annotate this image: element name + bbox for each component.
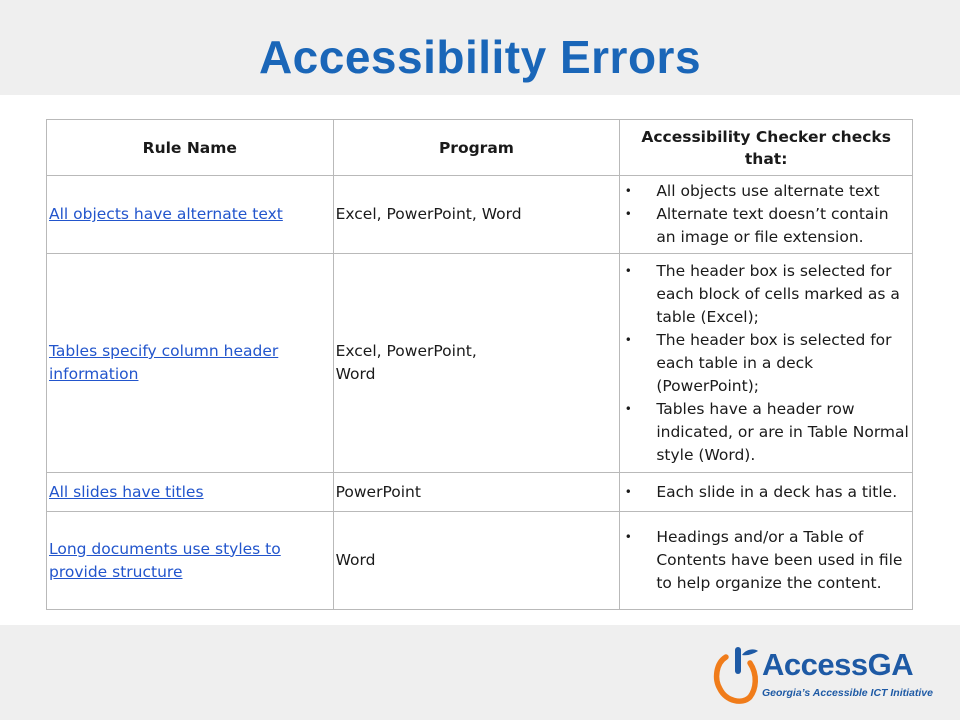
rule-name-cell xyxy=(47,512,334,610)
check-text: Alternate text doesn’t contain an image or file extension. xyxy=(656,205,889,246)
bullet-icon: • xyxy=(624,207,632,221)
check-item xyxy=(620,260,912,329)
rule-link-alt-text[interactable]: All objects have alternate text xyxy=(49,205,283,223)
table-row xyxy=(47,176,913,254)
program-cell: Excel, PowerPoint, Word xyxy=(333,176,620,254)
bullet-icon: • xyxy=(624,530,632,544)
bullet-icon: • xyxy=(624,484,632,499)
rule-name-cell xyxy=(47,176,334,254)
checks-list xyxy=(620,176,912,253)
column-header-program: Program xyxy=(333,120,620,176)
bullet-icon: • xyxy=(624,263,632,278)
check-item xyxy=(620,329,912,398)
program-cell: PowerPoint xyxy=(333,473,620,512)
power-peach-icon xyxy=(717,647,758,701)
rule-link-table-headers[interactable]: Tables specify column header information xyxy=(49,342,279,383)
checks-cell xyxy=(620,254,913,473)
checks-cell xyxy=(620,512,913,610)
program-cell: Word xyxy=(333,512,620,610)
check-text: Each slide in a deck has a title. xyxy=(656,482,898,501)
checks-cell xyxy=(620,176,913,254)
rule-name-cell xyxy=(47,254,334,473)
check-text: Tables have a header row indicated, or are in Table Normal style (Word). xyxy=(656,399,909,464)
bullet-icon: • xyxy=(624,184,632,198)
program-cell xyxy=(333,254,620,473)
check-item xyxy=(620,203,912,249)
rule-name-cell xyxy=(47,473,334,512)
table-row xyxy=(47,512,913,610)
checks-cell xyxy=(620,473,913,512)
check-item xyxy=(620,398,912,467)
rule-link-slide-titles[interactable]: All slides have titles xyxy=(49,482,204,501)
check-text: The header box is selected for each block of cells marked as a table (Excel); xyxy=(656,261,900,326)
accessibility-rules-table xyxy=(46,119,913,610)
table-row xyxy=(47,254,913,473)
check-text: Headings and/or a Table of Contents have been used in file to help organize the content. xyxy=(656,528,903,592)
column-header-rule-name: Rule Name xyxy=(47,120,334,176)
program-text: Excel, PowerPoint, Word xyxy=(335,342,477,383)
table-row xyxy=(47,473,913,512)
check-item xyxy=(620,180,912,203)
checks-list xyxy=(620,477,912,508)
check-item xyxy=(620,481,912,504)
checks-list xyxy=(620,522,912,599)
rule-link-styles-structure[interactable]: Long documents use styles to provide structure xyxy=(49,539,281,581)
bullet-icon: • xyxy=(624,401,632,416)
bullet-icon: • xyxy=(624,332,632,347)
check-text: All objects use alternate text xyxy=(656,182,880,200)
check-text: The header box is selected for each table in a deck (PowerPoint); xyxy=(656,330,892,395)
slide-title: Accessibility Errors xyxy=(258,31,702,83)
logo-wordmark: AccessGA xyxy=(762,647,914,682)
checks-list xyxy=(620,256,912,471)
column-header-checks: Accessibility Checker checks that: xyxy=(620,120,913,176)
check-item xyxy=(620,526,912,595)
logo-tagline: Georgia’s Accessible ICT Initiative xyxy=(762,687,933,699)
table-header-row xyxy=(47,120,913,176)
